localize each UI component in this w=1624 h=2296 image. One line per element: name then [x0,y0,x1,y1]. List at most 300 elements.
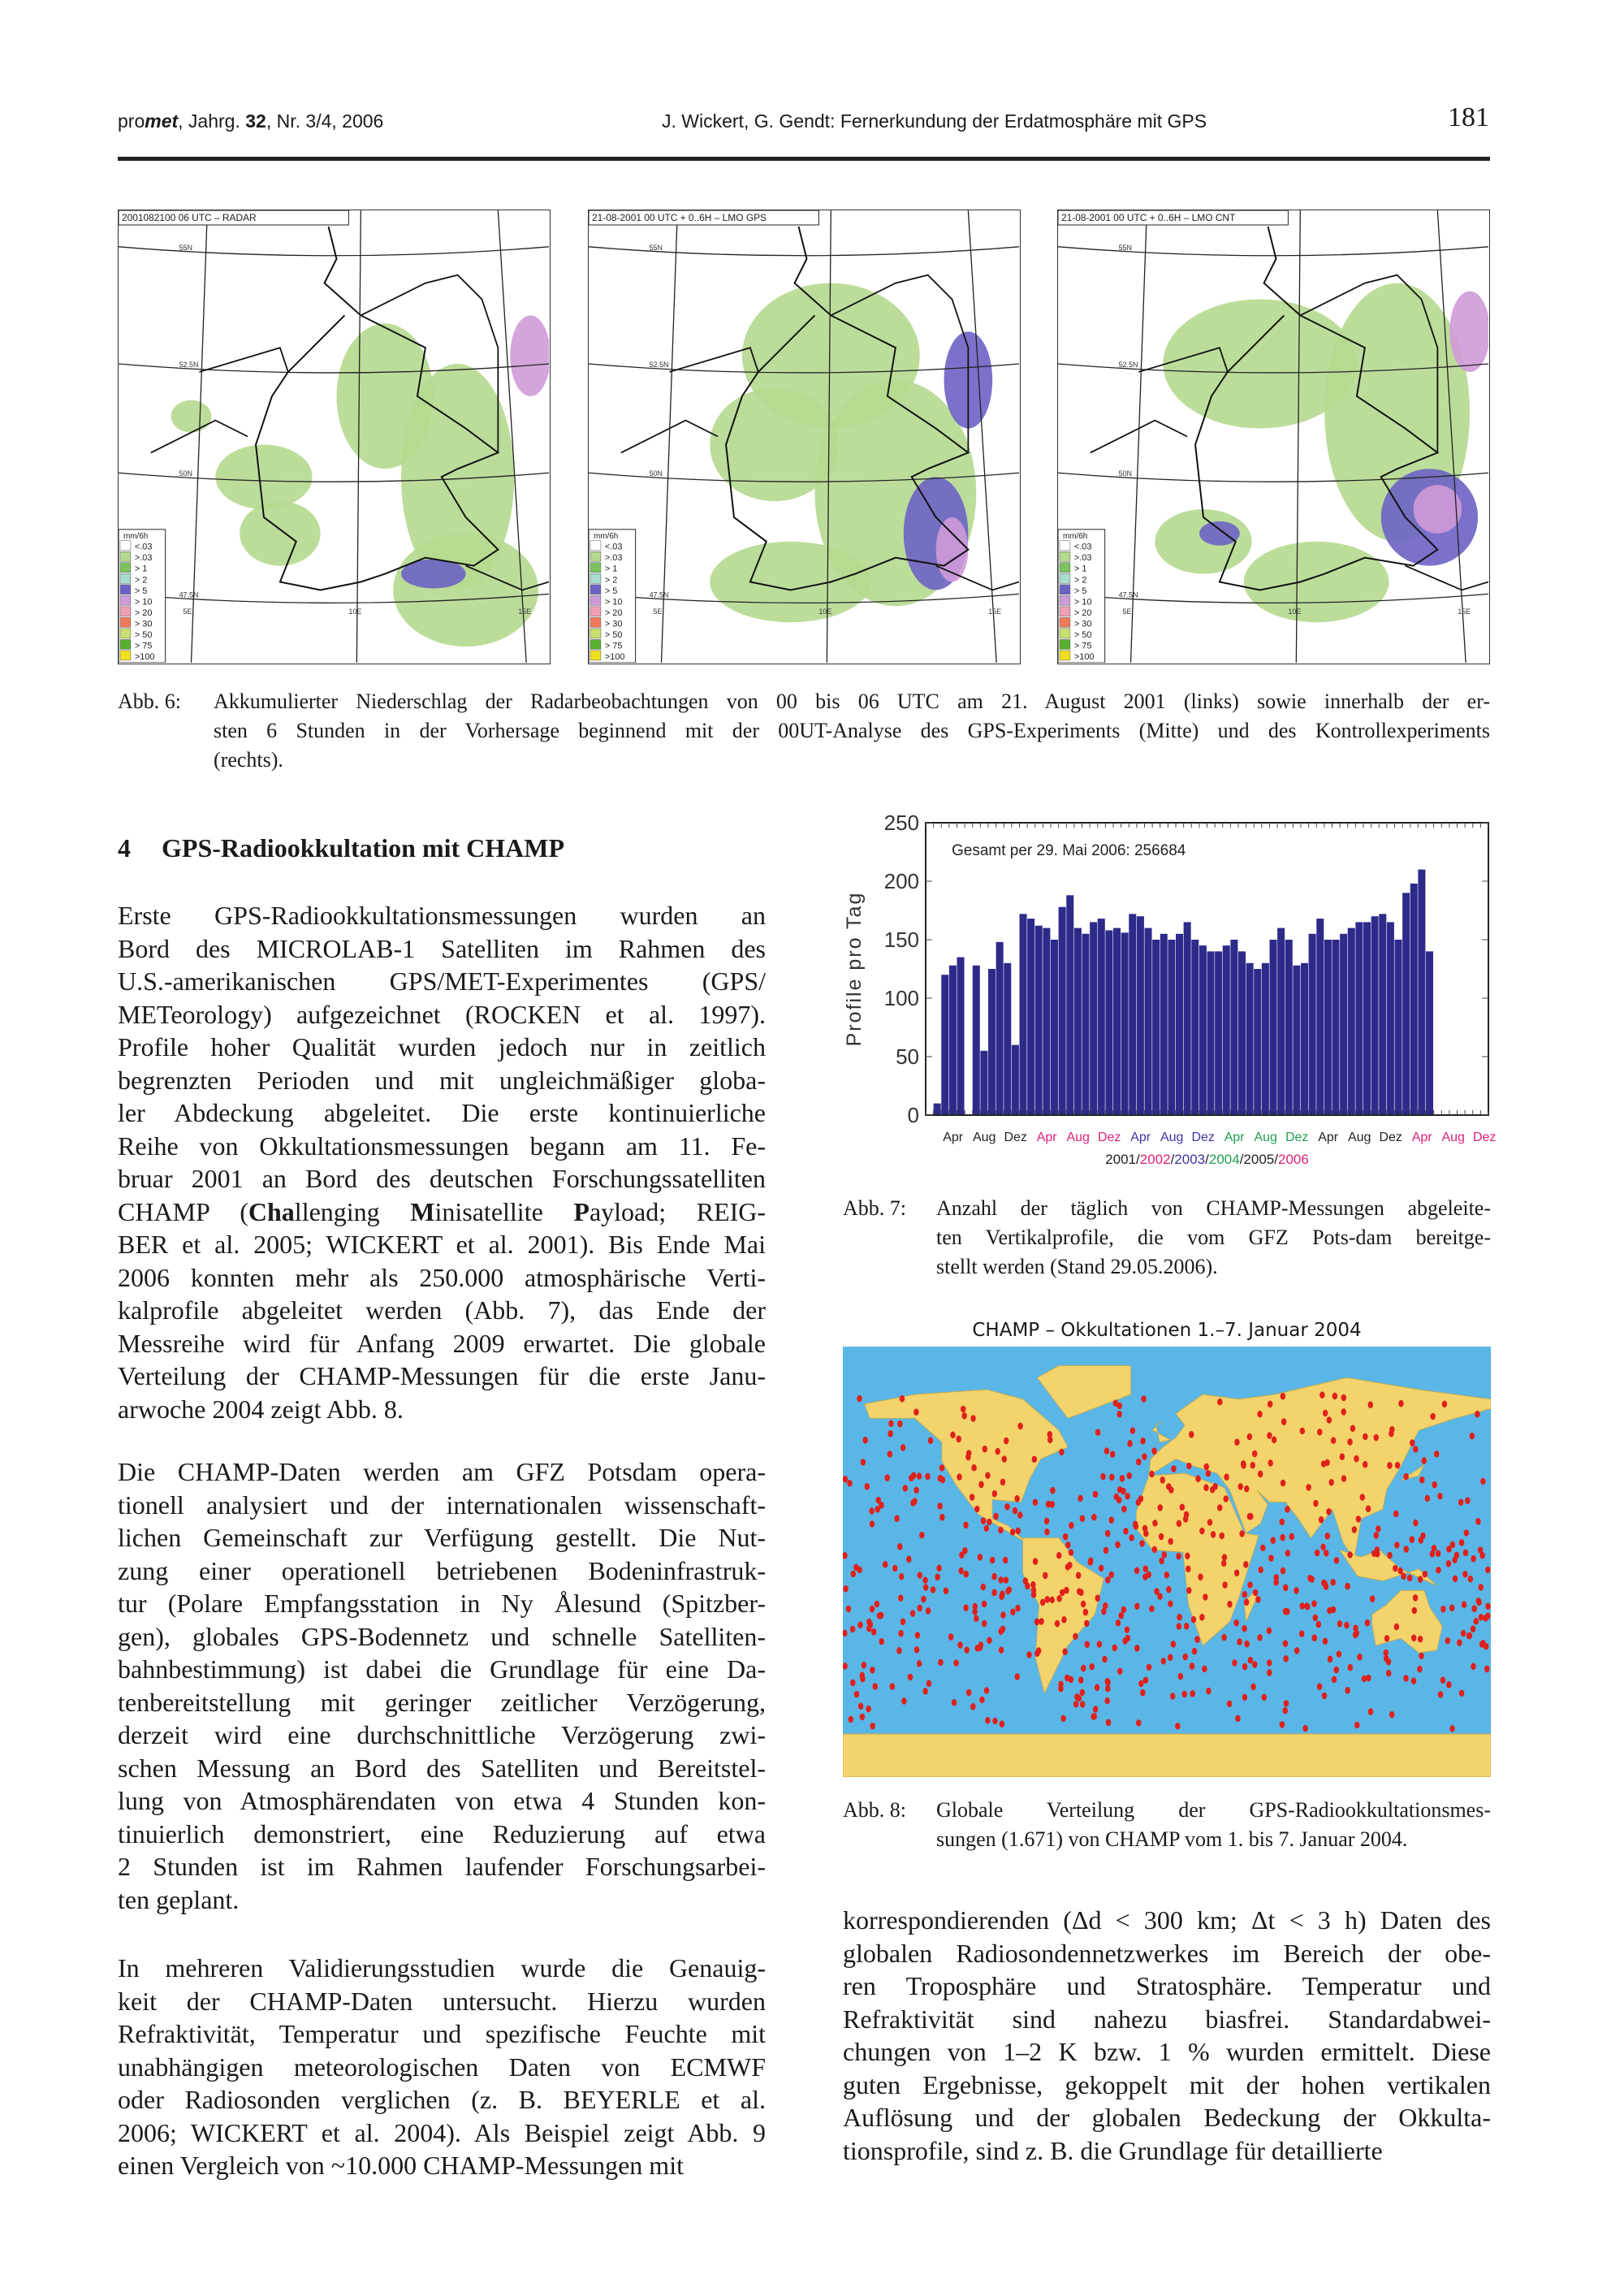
occultation-point [1345,1583,1350,1590]
legend-swatch [1060,595,1070,605]
latitude-label: 52.5N [179,360,199,369]
occultation-point [1116,1497,1121,1504]
occultation-point [984,1687,989,1694]
occultation-point [865,1483,870,1490]
journal-volume: 32 [245,110,266,132]
precipitation-area [1414,485,1462,534]
text-line: bahnbestimmung) ist dabei die Grundlage für eine Da- [118,1654,766,1684]
occultation-point [1430,1550,1435,1558]
occultation-point [1332,1393,1337,1400]
occultation-point [1083,1609,1088,1616]
occultation-point [1241,1460,1246,1468]
occultation-point [1224,1473,1229,1481]
text-line: U.S.-amerikanischen GPS/MET-Experimentes (GPS/ [118,966,766,996]
occultation-point [964,1646,969,1654]
occultation-point [870,1606,875,1613]
latitude-label: 50N [1118,469,1132,478]
occultation-point [1449,1605,1454,1612]
paragraph-3 [118,1952,766,2182]
occultation-point [888,1451,892,1458]
legend-swatch [590,551,601,561]
latitude-label: 47.5N [649,590,669,599]
journal-name-italic: met [145,110,179,132]
occultation-point [1459,1690,1464,1697]
occultation-point [985,1472,990,1479]
y-tick-label: 0 [907,1103,919,1127]
occultation-point [1184,1511,1189,1519]
map-panel-lmo-cnt [1057,210,1490,664]
occultation-point [1326,1508,1331,1516]
legend-swatch [590,563,601,573]
occultation-point [1162,1551,1167,1559]
occultation-point [1121,1488,1125,1495]
occultation-point [961,1406,965,1413]
bar [1043,928,1050,1115]
profiles-per-day-chart [836,808,1498,1174]
bar [1426,951,1433,1115]
occultation-point [983,1446,987,1453]
occultation-point [1093,1706,1098,1713]
paragraph-2 [118,1455,766,1916]
latitude-label: 47.5N [1118,590,1138,599]
legend-label: > 20 [1073,608,1092,618]
occultation-point [1242,1591,1247,1598]
bar [988,969,996,1115]
occultation-point [1206,1470,1211,1477]
occultation-point [1363,1433,1367,1441]
occultation-point [1461,1630,1466,1637]
x-tick-label: Apr [1224,1131,1245,1144]
occultation-point [1104,1447,1109,1455]
occultation-point [1244,1485,1249,1493]
running-title: J. Wickert, G. Gendt: Fernerkundung der Erdatmosphäre mit GPS [662,110,1207,132]
occultation-point [1059,1449,1064,1456]
occultation-point [901,1618,905,1625]
occultation-point [1069,1522,1073,1529]
precipitation-area [240,501,320,566]
legend-swatch [120,563,131,573]
occultation-point [937,1503,942,1510]
occultation-point [963,1604,968,1611]
occultation-point [908,1674,913,1681]
occultation-point [995,1448,1000,1455]
occultation-point [1077,1588,1082,1595]
occultation-point [1320,1391,1324,1399]
section-title: GPS-Radiookkultation mit CHAMP [162,833,565,863]
bar [1059,907,1066,1115]
occultation-point [1149,1605,1154,1612]
occultation-point [850,1680,855,1687]
occultation-point [1065,1563,1070,1571]
occultation-point [1285,1550,1290,1557]
legend-swatch [1060,639,1070,649]
occultation-point [1232,1659,1237,1667]
occultation-point [1104,1678,1109,1685]
occultation-point [849,1716,853,1723]
occultation-point [909,1475,914,1482]
latitude-label: 55N [1118,243,1132,252]
bar [1199,945,1207,1115]
occultation-point [1253,1589,1258,1597]
occultation-point [1341,1408,1346,1416]
occultation-point [1322,1693,1327,1700]
text-line: Die CHAMP-Daten werden am GFZ Potsdam opera- [118,1457,766,1486]
occultation-point [1015,1605,1020,1612]
occultation-point [1432,1481,1436,1489]
occultation-point [1126,1472,1131,1480]
bar [1410,884,1418,1115]
x-tick-label: Apr [1036,1131,1057,1144]
legend-label: > 50 [604,629,623,640]
legend-swatch [590,595,601,605]
legend-swatch [120,551,131,561]
occultation-point [1039,1618,1043,1625]
occultation-point [961,1412,966,1420]
occultation-point [1061,1616,1066,1624]
occultation-point [1143,1677,1148,1684]
occultation-point [970,1703,975,1710]
occultation-point [1109,1572,1114,1579]
legend-swatch [120,607,131,616]
occultation-point [1474,1618,1479,1625]
occultation-point [935,1574,939,1581]
occultation-point [1112,1645,1117,1652]
occultation-point [1398,1400,1403,1407]
bar [1176,934,1183,1115]
occultation-point [1348,1664,1353,1671]
occultation-point [1436,1550,1440,1557]
figure7-caption [843,1194,1491,1283]
occultation-point [1260,1545,1265,1552]
legend-swatch [590,639,601,649]
caption-line: ten Vertikalprofile, die vom GFZ Pots-dam bereitge- [936,1226,1491,1249]
occultation-point [1033,1498,1038,1506]
y-tick-label: 200 [883,869,919,893]
occultation-point [1106,1719,1111,1727]
occultation-point [1095,1429,1100,1436]
occultation-point [1080,1689,1085,1697]
occultation-point [1374,1532,1379,1539]
occultation-point [892,1565,897,1572]
latitude-label: 55N [649,243,663,252]
occultation-point [1357,1654,1362,1661]
bar [1379,914,1386,1115]
bar [1027,919,1034,1115]
occultation-point [1016,1528,1021,1535]
occultation-point [1312,1634,1317,1641]
occultation-point [1010,1609,1015,1616]
occultation-point [1176,1553,1181,1560]
precipitation-area [1244,542,1389,622]
bar [1402,893,1410,1115]
occultation-point [1440,1606,1445,1613]
occultation-point [1227,1701,1232,1708]
occultation-point [1139,1540,1144,1547]
occultation-point [1078,1676,1083,1684]
occultation-point [1341,1394,1346,1402]
legend-label: > 75 [134,641,153,651]
occultation-point [866,1706,870,1713]
x-tick-label: Aug [1254,1131,1277,1144]
bar [1090,922,1097,1115]
occultation-point [1130,1427,1135,1434]
occultation-point [1285,1608,1289,1615]
x-tick-label: Dez [1004,1131,1027,1144]
occultation-point [868,1621,873,1628]
legend-label: > 1 [604,564,618,574]
legend-label: > 5 [134,586,148,596]
occultation-point [952,1699,957,1706]
occultation-point [982,1601,987,1608]
occultation-point [1344,1622,1349,1629]
occultation-point [1050,1501,1055,1508]
occultation-point [1479,1552,1484,1559]
occultation-point [1363,1461,1367,1468]
occultation-point [875,1601,879,1608]
occultation-point [948,1633,953,1641]
occultation-point [974,1615,978,1622]
occultation-point [1117,1668,1122,1676]
occultation-point [1334,1667,1339,1674]
occultation-point [898,1630,903,1637]
x-tick-label: Apr [1130,1131,1151,1144]
occultation-point [992,1718,997,1725]
occultation-point [1036,1647,1041,1654]
text-line: Messreihe wird für Anfang 2009 erwartet. Die globale [118,1328,766,1358]
occultation-point [1166,1483,1171,1490]
occultation-point [1470,1433,1475,1440]
legend-swatch [1060,551,1070,561]
occultation-point [963,1521,968,1529]
legend-swatch [1060,573,1070,583]
occultation-point [1472,1605,1477,1612]
occultation-point [1168,1538,1173,1546]
occultation-point [1171,1465,1176,1472]
occultation-point [888,1420,893,1427]
occultation-point [1160,1477,1165,1484]
occultation-point [1080,1515,1085,1522]
occultation-point [1475,1518,1480,1525]
x-tick-label: Aug [972,1131,996,1144]
bar [1145,928,1152,1115]
occultation-point [1376,1525,1380,1533]
occultation-point [1302,1725,1307,1732]
occultation-point [1000,1720,1004,1727]
occultation-point [1142,1453,1147,1460]
text-line: Reihe von Okkultationsmessungen begann am 11. Fe- [118,1131,766,1161]
occultation-point [1325,1533,1330,1540]
occultation-point [1125,1626,1129,1633]
occultation-point [1242,1663,1247,1671]
occultation-point [993,1513,998,1520]
occultation-point [1446,1560,1451,1567]
occultation-point [1365,1619,1370,1627]
occultation-point [1093,1491,1098,1498]
text-line: schen Messung an Bord des Satelliten und Bereitstel- [118,1753,766,1783]
bar [1285,940,1293,1115]
occultation-point [1305,1603,1310,1611]
occultation-point [1281,1567,1285,1575]
occultation-point [1227,1601,1232,1608]
occultation-point [991,1589,996,1597]
text-line: tur (Polare Empfangsstation in Ny Ålesund (Spitzber- [118,1589,766,1618]
occultation-point [918,1572,922,1579]
occultation-point [1267,1659,1272,1667]
occultation-point [1413,1446,1418,1453]
occultation-point [1268,1401,1272,1408]
occultation-point [931,1586,935,1593]
y-tick-label: 100 [883,986,919,1010]
occultation-point [1374,1434,1379,1442]
occultation-point [1177,1614,1181,1621]
latitude-label: 52.5N [1118,360,1138,369]
occultation-point [1324,1459,1329,1467]
occultation-point [910,1610,915,1617]
text-line: zung einer operationell betriebenen Bodeninfrastruk- [118,1555,766,1585]
precipitation-legend [119,530,166,663]
occultation-point [1091,1514,1096,1521]
occultation-point [1419,1477,1424,1484]
longitude-label: 15E [988,608,1002,616]
occultation-point [899,1573,904,1580]
occultation-point [1252,1661,1257,1668]
year-separator: / [1239,1152,1244,1167]
occultation-point [1055,1620,1060,1628]
occultation-point [923,1584,928,1591]
legend-label: > 5 [604,586,618,596]
bar [1293,966,1300,1115]
occultation-point [1480,1640,1485,1647]
occultation-point [922,1688,927,1695]
occultation-point [1401,1572,1406,1580]
occultation-point [1434,1451,1439,1458]
occultation-point [1449,1725,1454,1732]
occultation-point [1056,1595,1061,1602]
occultation-point [857,1567,862,1574]
occultation-point [979,1697,984,1704]
occultation-point [862,1437,867,1444]
text-line: In mehreren Validierungsstudien wurde die Genauig- [118,1953,766,1983]
occultation-point [1393,1565,1397,1572]
occultation-point [928,1437,933,1444]
occultation-point [1366,1505,1371,1512]
text-line: CHAMP (Challenging Minisatellite Payload; REIG- [118,1196,767,1226]
occultation-point [1354,1455,1358,1463]
legend-swatch [1060,651,1070,660]
occultation-point [987,1519,991,1526]
occultation-point [978,1554,983,1561]
occultation-point [1413,1520,1418,1527]
caption-line: Anzahl der täglich von CHAMP-Messungen abgeleite- [936,1196,1491,1220]
legend-label: >100 [1073,651,1095,662]
precipitation-legend [1058,530,1105,663]
legend-swatch [120,629,131,638]
occultation-point [1262,1694,1267,1701]
occultation-point [1281,1393,1285,1400]
occultation-point [1458,1498,1463,1506]
bar [1184,922,1191,1115]
caption-label: Abb. 8: [843,1798,906,1822]
occultation-point [1097,1641,1102,1648]
legend-label: > 75 [1073,641,1092,651]
occultation-point [1283,1707,1288,1714]
text-line: ler Abdeckung abgeleitet. Die erste kontinuierliche [118,1098,766,1127]
occultation-point [1217,1399,1222,1406]
occultation-point [938,1659,943,1667]
occultation-point [851,1571,856,1578]
legend-swatch [590,629,601,638]
occultation-point [956,1436,961,1443]
occultation-point [987,1637,991,1645]
year-label: 2006 [1277,1152,1309,1167]
occultation-point [1250,1462,1255,1469]
text-line: Profile hoher Qualität wurden jedoch nur in zeitlich [118,1032,766,1062]
occultation-point [1222,1581,1227,1589]
occultation-point [1255,1596,1260,1603]
occultation-point [843,1585,848,1593]
legend-label: >100 [134,651,155,662]
occultation-point [1003,1557,1008,1564]
occultation-point [1120,1475,1125,1482]
occultation-point [1464,1529,1469,1537]
text-line: ren Troposphäre und Stratosphäre. Temperatur und [843,1971,1491,2000]
occultation-point [1224,1495,1229,1503]
occultation-point [984,1524,989,1532]
occultation-point [1268,1459,1272,1467]
bar [1223,945,1230,1115]
occultation-point [1418,1636,1423,1643]
occultation-point [1393,1511,1398,1518]
occultation-point [1384,1635,1389,1642]
occultation-point [897,1543,902,1550]
occultation-point [1247,1433,1252,1441]
text-line: keit der CHAMP-Daten untersucht. Hierzu wurden [118,1986,766,2016]
occultation-point [1285,1506,1289,1513]
occultation-point [1452,1556,1457,1563]
occultation-point [1370,1595,1375,1602]
x-tick-label: Dez [1379,1131,1402,1144]
occultation-point [1485,1602,1490,1610]
occultation-point [1468,1576,1473,1583]
occultation-point [1242,1694,1247,1701]
occultation-point [1133,1521,1138,1529]
occultation-point [1186,1463,1191,1470]
legend-label: >.03 [604,553,623,564]
occultation-point [939,1464,944,1472]
occultation-point [1315,1550,1320,1557]
occultation-point [1395,1462,1400,1469]
legend-label: > 30 [604,619,623,629]
legend-label: > 75 [604,641,623,651]
legend-swatch [120,639,131,649]
text-line: 2 Stunden ist im Rahmen laufender Forschungsarbei- [118,1852,766,1881]
text-line: tenbereitstellung mit geringer zeitlicher Verzögerung, [118,1687,766,1717]
occultation-point [1004,1576,1009,1584]
occultation-point [901,1697,906,1705]
occultation-point [1272,1436,1276,1443]
section-heading [118,833,564,863]
year-separator: / [1136,1152,1140,1167]
occultation-point [1247,1581,1252,1589]
occultation-point [1422,1457,1427,1464]
occultation-point [1104,1547,1108,1554]
bar [1418,870,1425,1115]
occultation-point [926,1680,931,1688]
occultation-point [1136,1719,1141,1727]
occultation-point [1480,1478,1485,1485]
occultation-point [1212,1483,1217,1490]
occultation-point [1168,1654,1173,1661]
